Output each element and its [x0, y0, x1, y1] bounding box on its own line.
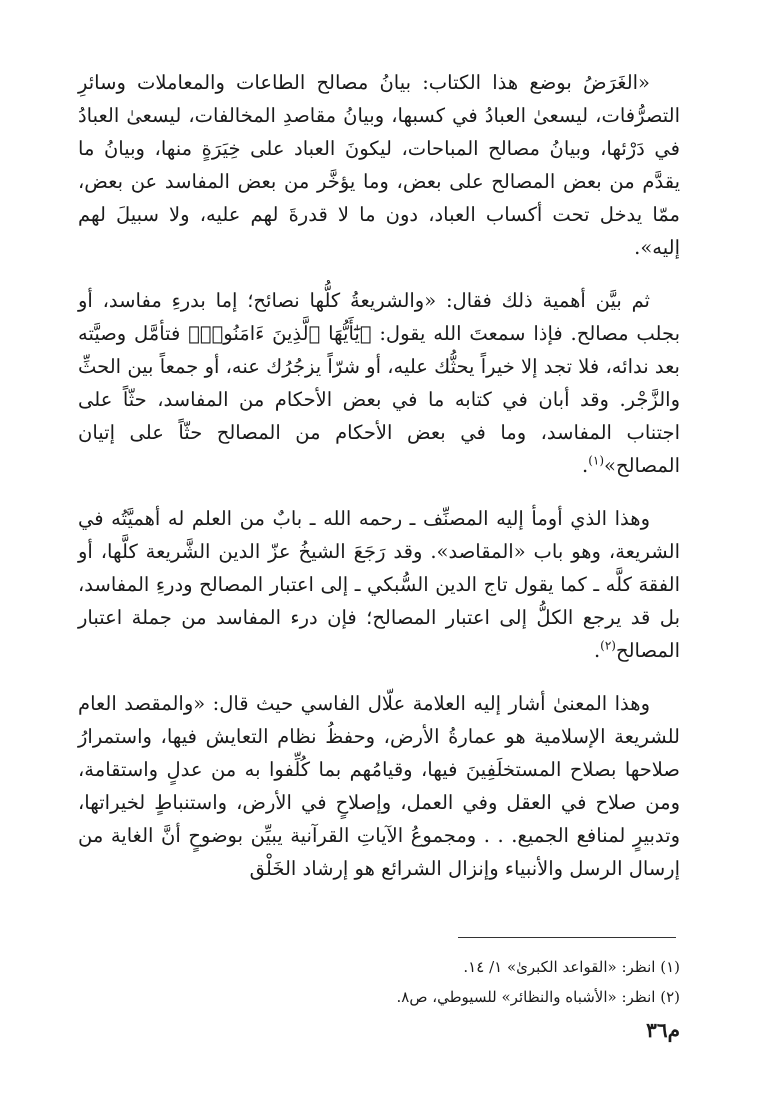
paragraph-text: وهذا الذي أومأ إليه المصنِّف ـ رحمه الله ـ بابٌ من العلم له أهميَّتُه في الشريعة، وهو باب «المقاصد». وقد رَجَعَ الشيخُ عزّ الدين الشَّريعة كلَّها، أو الفقهَ كلَّه ـ كما يقول تاج الدين السُّبكي ـ إلى اعتبار المصالح ودرءِ المفاسد، بل قد يرجع الكلُّ إلى اعتبار المصالح؛ فإن درء المفاسد من جملة اعتبار المصالح [78, 507, 680, 662]
footnote-marker: (٢) [600, 638, 616, 653]
paragraph-1 [78, 66, 680, 264]
footnote-2: (٢) انظر: «الأشباه والنظائر» للسيوطي، ص٨. [396, 988, 680, 1006]
paragraph-text: . [582, 454, 589, 477]
footnote-marker: (١) [588, 453, 605, 468]
paragraph-text: وهذا المعنىٰ أشار إليه العلامة علّال الفاسي حيث قال: «والمقصد العام للشريعة الإسلامية هو عمارةُ الأرض، وحفظُ نظام التعايش فيها، واستمرارُ صلاحها بصلاح المستخلَفِينَ فيها، وقيامُهم بما كُلِّفوا به من عدلٍ واستقامة، ومن صلاح في العقل وفي العمل، وإصلاحٍ في الأرض، واستنباطٍ لخيراتها، وتدبيرٍ لمنافع الجميع. . . ومجموعُ الآياتِ القرآنية يبيِّن بوضوحٍ أنَّ الغاية من إرسال الرسل والأنبياء وإنزال الشرائع هو إرشاد الخَلْق [78, 692, 680, 880]
main-text [78, 66, 680, 905]
paragraph-4 [78, 687, 680, 885]
paragraph-text: . [593, 639, 601, 662]
paragraph-3 [78, 502, 680, 667]
paragraph-text: ثم بيَّن أهمية ذلك فقال: «والشريعةُ كلُّها نصائح؛ إما بدرءِ مفاسد، أو بجلب مصالح. فإذا سمعتَ الله يقول: ﴿يَٰٓأَيُّهَا ٱلَّذِينَ ءَامَنُوا۟﴾ فتأمَّل وصيَّته بعد ندائه، فلا تجد إلا خيراً يحثُّك عليه، أو شرّاً يزجُرُك عنه، أو جمعاً بين الحثِّ والزَّجْر. وقد أبان في كتابه ما في بعض الأحكام من المفاسد، حثّاً على اجتناب المفاسد، وما في بعض الأحكام من المصالح حثّاً على إتيان المصالح» [78, 289, 680, 477]
paragraph-text: «الغَرَضُ بوضع هذا الكتاب: بيانُ مصالح الطاعات والمعاملات وسائرِ التصرُّفات، ليسعىٰ العبادُ في كسبها، وبيانُ مقاصدِ المخالفات، ليسعىٰ العبادُ في دَرْئها، وبيانُ مصالح المباحات، ليكونَ العباد على خِيَرَةٍ منها، وبيانُ ما يقدَّم من بعض المصالح على بعض، وما يؤخَّر من بعض المفاسد عن بعض، ممّا يدخل تحت أكساب العباد، دون ما لا قدرةَ لهم عليه، ولا سبيلَ لهم إليه». [78, 71, 680, 259]
page-number: م٣٦ [646, 1018, 680, 1042]
paragraph-2 [78, 284, 680, 482]
footnote-1: (١) انظر: «القواعد الكبرىٰ» ١/ ١٤. [463, 958, 680, 976]
footnotes [78, 952, 680, 1012]
footnote-divider [458, 937, 676, 938]
